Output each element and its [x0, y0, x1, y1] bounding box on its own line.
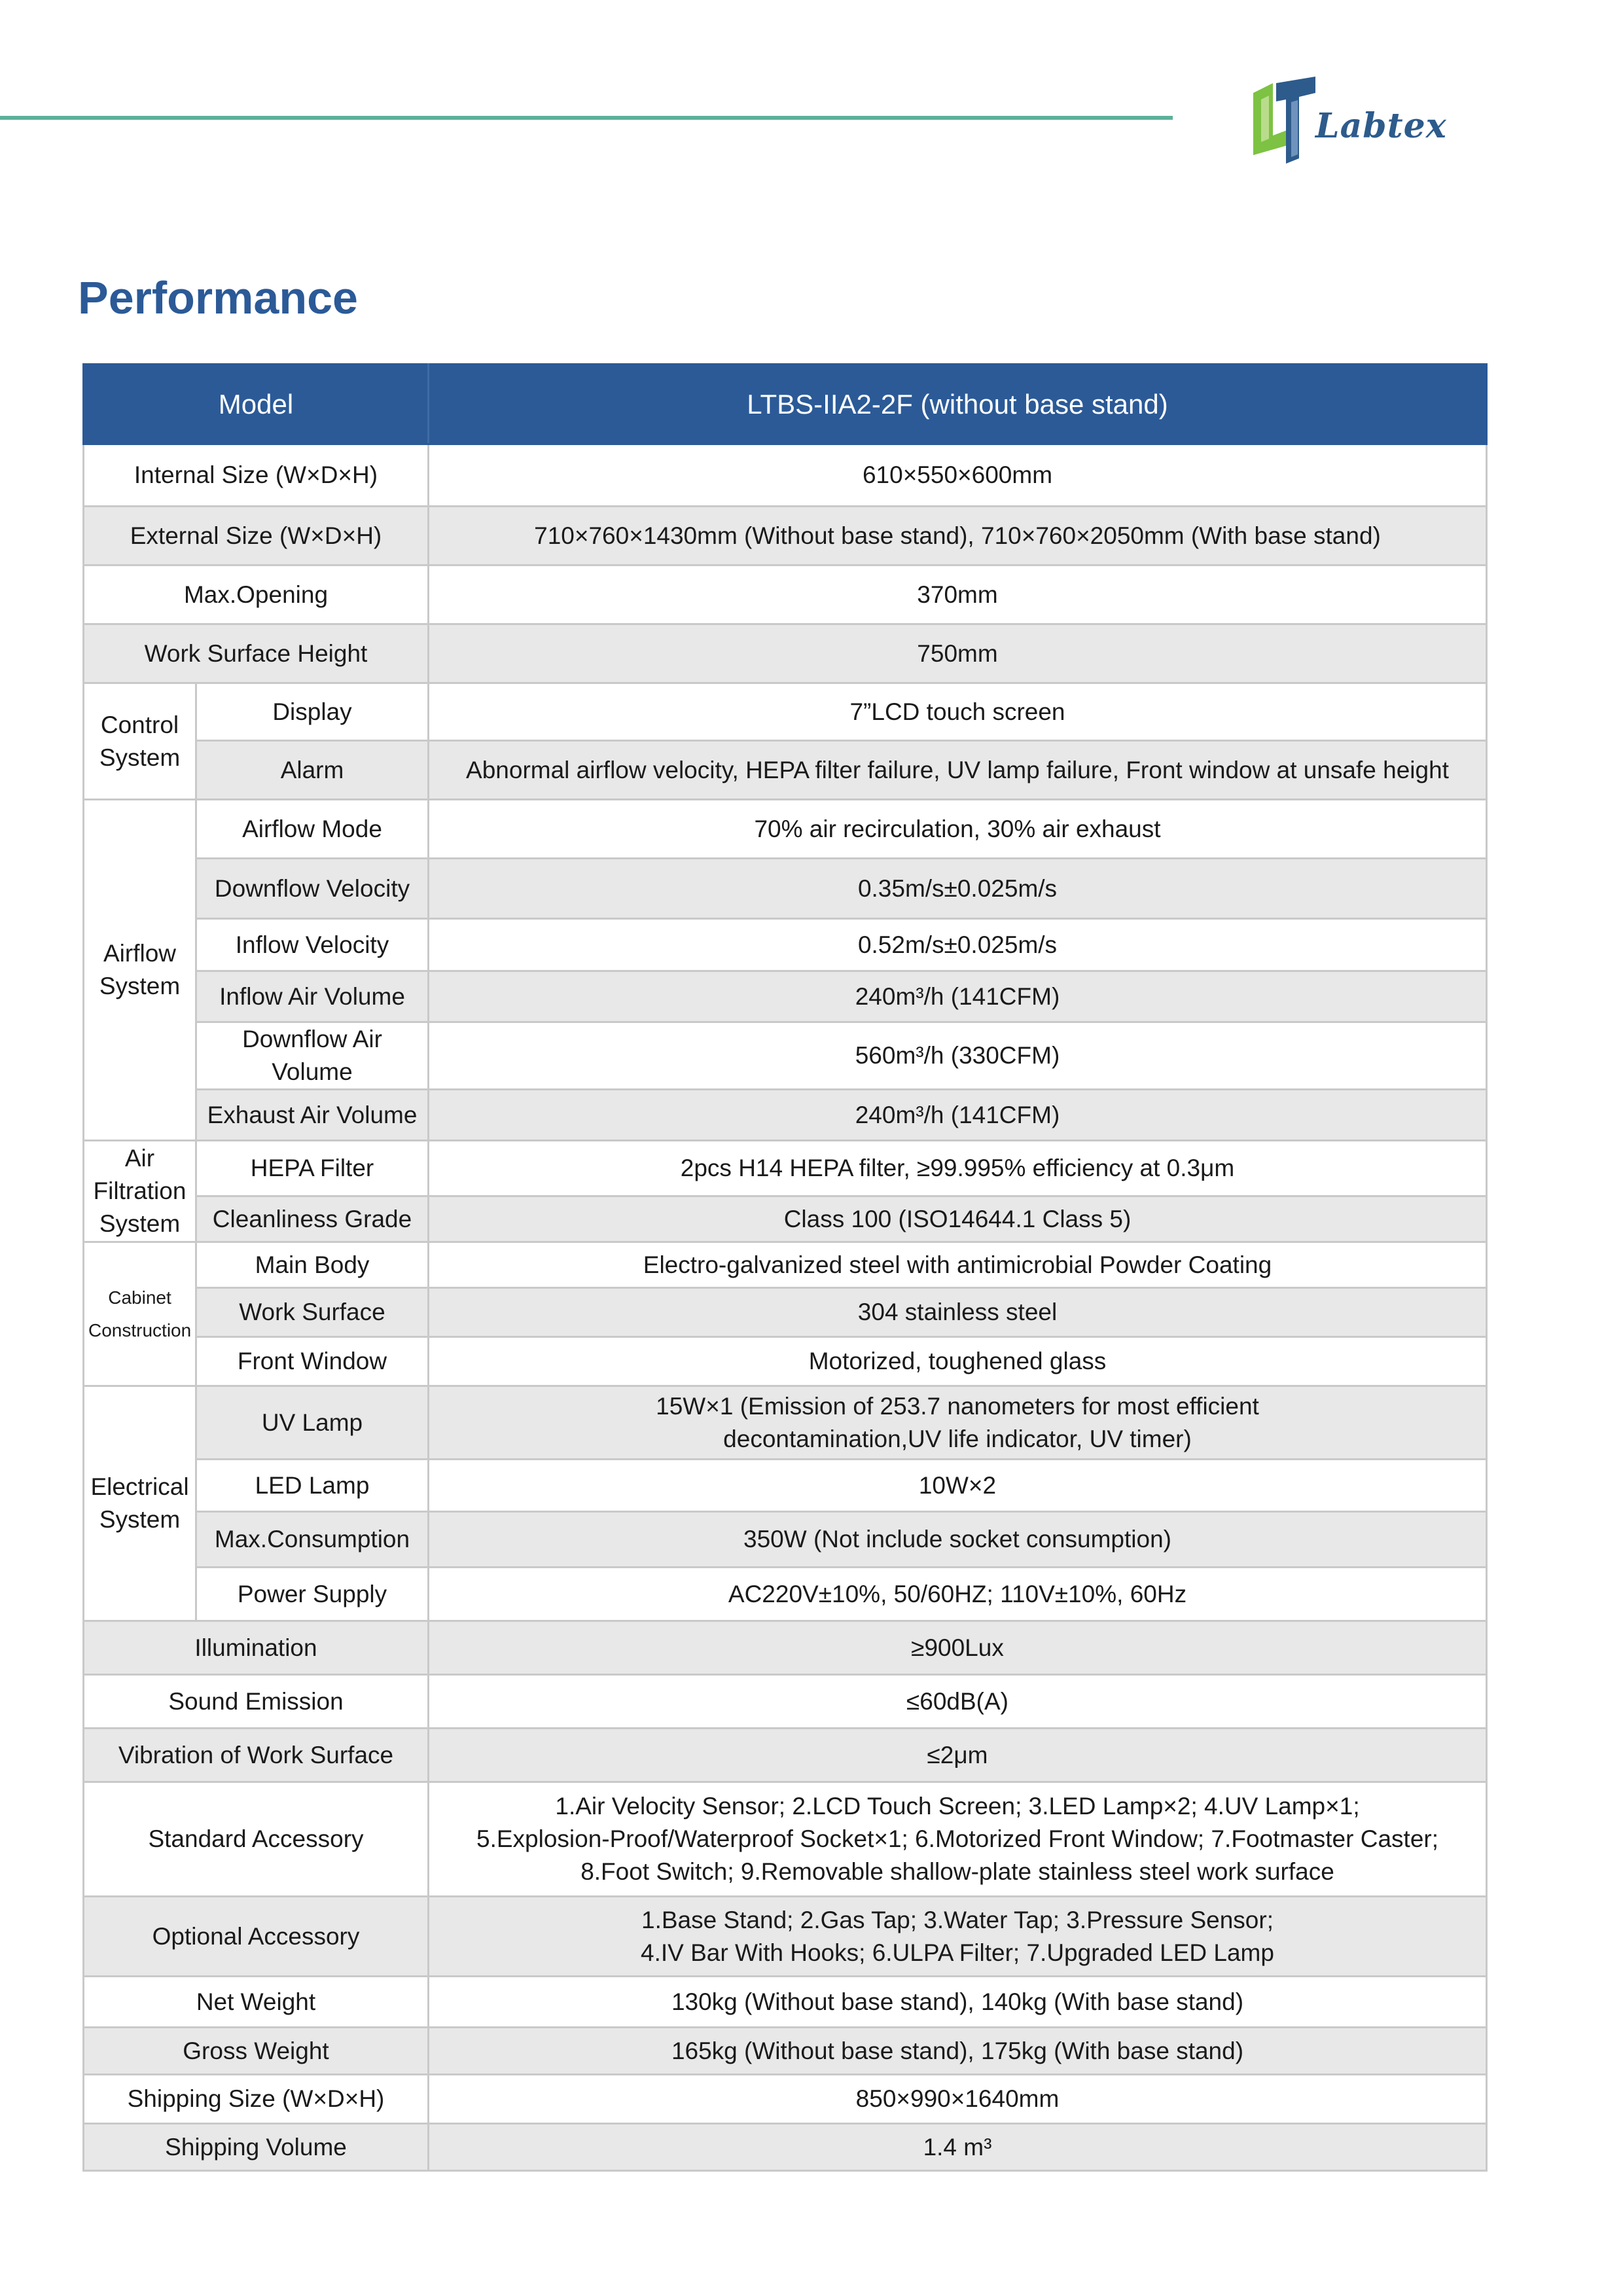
row-value: Abnormal airflow velocity, HEPA filter failure, UV lamp failure, Front window at unsafe height — [429, 741, 1487, 800]
table-row — [84, 624, 1487, 683]
row-value-line: 1.Base Stand; 2.Gas Tap; 3.Water Tap; 3.Pressure Sensor; — [641, 1906, 1274, 1933]
row-value: 0.52m/s±0.025m/s — [429, 919, 1487, 971]
row-label: Optional Accessory — [84, 1897, 429, 1977]
table-row — [84, 800, 1487, 859]
row-value: 750mm — [429, 624, 1487, 683]
row-label: Gross Weight — [84, 2028, 429, 2075]
row-value: 370mm — [429, 565, 1487, 624]
row-label: Work Surface Height — [84, 624, 429, 683]
category-label-line: Cabinet — [108, 1287, 171, 1308]
row-value: 7”LCD touch screen — [429, 683, 1487, 741]
row-label: Main Body — [196, 1242, 429, 1288]
category-label-line: Control — [100, 711, 179, 738]
table-row — [84, 1977, 1487, 2028]
row-value: Electro-galvanized steel with antimicrobial Powder Coating — [429, 1242, 1487, 1288]
table-row — [84, 1196, 1487, 1242]
row-value-line: 4.IV Bar With Hooks; 6.ULPA Filter; 7.Upgraded LED Lamp — [641, 1939, 1274, 1966]
row-label: External Size (W×D×H) — [84, 507, 429, 565]
table-row — [84, 1897, 1487, 1977]
row-value — [429, 1897, 1487, 1977]
table-row — [84, 1621, 1487, 1675]
row-value: AC220V±10%, 50/60HZ; 110V±10%, 60Hz — [429, 1568, 1487, 1621]
table-row — [84, 741, 1487, 800]
row-value — [429, 1386, 1487, 1460]
row-label: Shipping Size (W×D×H) — [84, 2075, 429, 2124]
category-air-filtration-system — [84, 1141, 196, 1242]
row-label: LED Lamp — [196, 1460, 429, 1512]
row-value-line: 15W×1 (Emission of 253.7 nanometers for most efficient — [656, 1392, 1259, 1420]
row-value-line: 8.Foot Switch; 9.Removable shallow-plate stainless steel work surface — [580, 1858, 1334, 1885]
category-label-line: Filtration — [93, 1177, 187, 1204]
row-label: Illumination — [84, 1621, 429, 1675]
category-label-line: System — [99, 1506, 181, 1533]
table-row — [84, 919, 1487, 971]
row-value: 304 stainless steel — [429, 1288, 1487, 1337]
row-label: Front Window — [196, 1337, 429, 1386]
row-label: Inflow Air Volume — [196, 971, 429, 1022]
row-value: 2pcs H14 HEPA filter, ≥99.995% efficiency at 0.3μm — [429, 1141, 1487, 1196]
category-label-line: System — [99, 1210, 181, 1237]
row-value-line: 5.Explosion-Proof/Waterproof Socket×1; 6.Motorized Front Window; 7.Footmaster Caster; — [476, 1825, 1438, 1852]
table-row — [84, 1675, 1487, 1729]
row-value: 240m³/h (141CFM) — [429, 971, 1487, 1022]
row-value: 610×550×600mm — [429, 444, 1487, 507]
labtex-logo-mark-icon — [1247, 73, 1319, 165]
row-label: Internal Size (W×D×H) — [84, 444, 429, 507]
row-value: Motorized, toughened glass — [429, 1337, 1487, 1386]
header-model-value: LTBS-IIA2-2F (without base stand) — [429, 365, 1487, 444]
row-value: 10W×2 — [429, 1460, 1487, 1512]
header-divider-line — [0, 116, 1173, 120]
row-label: Shipping Volume — [84, 2124, 429, 2171]
row-value: 1.4 m³ — [429, 2124, 1487, 2171]
table-row — [84, 1288, 1487, 1337]
table-row — [84, 1782, 1487, 1897]
table-row — [84, 565, 1487, 624]
category-label-line: Airflow — [103, 940, 177, 967]
row-value: 130kg (Without base stand), 140kg (With base stand) — [429, 1977, 1487, 2028]
row-label: Inflow Velocity — [196, 919, 429, 971]
table-row — [84, 1242, 1487, 1288]
row-label: Power Supply — [196, 1568, 429, 1621]
row-value: ≥900Lux — [429, 1621, 1487, 1675]
category-label-line: System — [99, 744, 181, 771]
table-header-row — [84, 365, 1487, 444]
row-label: Cleanliness Grade — [196, 1196, 429, 1242]
performance-table — [82, 363, 1488, 2172]
row-label: Max.Opening — [84, 565, 429, 624]
row-value: 850×990×1640mm — [429, 2075, 1487, 2124]
row-label: Standard Accessory — [84, 1782, 429, 1897]
table-row — [84, 1729, 1487, 1782]
row-label: Max.Consumption — [196, 1512, 429, 1568]
table-row — [84, 2075, 1487, 2124]
row-label: Downflow Velocity — [196, 859, 429, 919]
table-row — [84, 1141, 1487, 1196]
table-row — [84, 859, 1487, 919]
logo-text: Labtex — [1315, 106, 1447, 146]
row-value: 350W (Not include socket consumption) — [429, 1512, 1487, 1568]
row-value — [429, 1782, 1487, 1897]
row-label: Sound Emission — [84, 1675, 429, 1729]
table-row — [84, 2124, 1487, 2171]
table-row — [84, 2028, 1487, 2075]
table-row — [84, 1512, 1487, 1568]
row-value: 70% air recirculation, 30% air exhaust — [429, 800, 1487, 859]
header-model-label: Model — [84, 365, 429, 444]
row-label: Vibration of Work Surface — [84, 1729, 429, 1782]
table-row — [84, 1568, 1487, 1621]
row-label: Net Weight — [84, 1977, 429, 2028]
row-label: Alarm — [196, 741, 429, 800]
category-cabinet-construction — [84, 1242, 196, 1386]
row-value: 560m³/h (330CFM) — [429, 1022, 1487, 1090]
category-label-line: Construction — [88, 1319, 192, 1340]
category-label-line: Electrical — [90, 1473, 189, 1500]
table-row — [84, 683, 1487, 741]
row-label: Work Surface — [196, 1288, 429, 1337]
row-value: Class 100 (ISO14644.1 Class 5) — [429, 1196, 1487, 1242]
table-row — [84, 1386, 1487, 1460]
row-value: 0.35m/s±0.025m/s — [429, 859, 1487, 919]
row-value: ≤2μm — [429, 1729, 1487, 1782]
category-electrical-system — [84, 1386, 196, 1621]
category-airflow-system — [84, 800, 196, 1141]
page-title: Performance — [78, 272, 358, 323]
row-label: Downflow Air Volume — [196, 1022, 429, 1090]
row-value-line: decontamination,UV life indicator, UV timer) — [723, 1425, 1192, 1452]
table-row — [84, 507, 1487, 565]
category-label-line: Air — [124, 1145, 155, 1172]
row-value: 240m³/h (141CFM) — [429, 1090, 1487, 1141]
row-label: Display — [196, 683, 429, 741]
table-row — [84, 1090, 1487, 1141]
row-label: Airflow Mode — [196, 800, 429, 859]
table-row — [84, 1337, 1487, 1386]
row-value: 165kg (Without base stand), 175kg (With base stand) — [429, 2028, 1487, 2075]
table-row — [84, 444, 1487, 507]
row-label: Exhaust Air Volume — [196, 1090, 429, 1141]
table-row — [84, 971, 1487, 1022]
row-value: 710×760×1430mm (Without base stand), 710×760×2050mm (With base stand) — [429, 507, 1487, 565]
row-label: UV Lamp — [196, 1386, 429, 1460]
labtex-logo — [1247, 73, 1482, 165]
table-row — [84, 1022, 1487, 1090]
row-label: HEPA Filter — [196, 1141, 429, 1196]
category-control-system — [84, 683, 196, 800]
row-value-line: 1.Air Velocity Sensor; 2.LCD Touch Screen; 3.LED Lamp×2; 4.UV Lamp×1; — [555, 1793, 1360, 1820]
row-value: ≤60dB(A) — [429, 1675, 1487, 1729]
table-row — [84, 1460, 1487, 1512]
category-label-line: System — [99, 973, 181, 999]
